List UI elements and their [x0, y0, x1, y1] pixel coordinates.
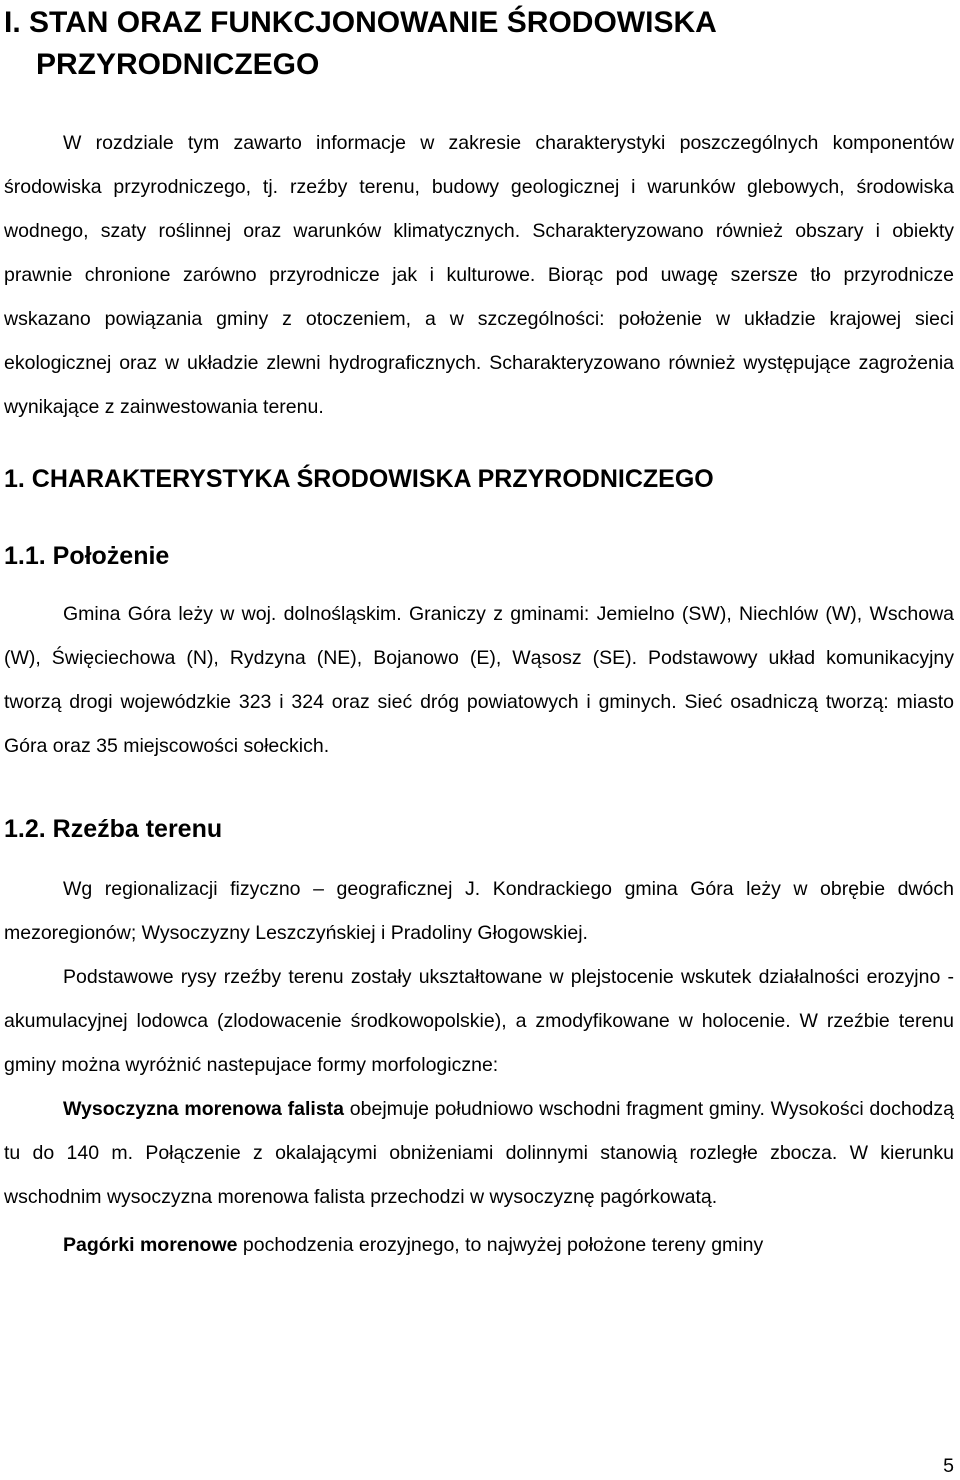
- section-1-2-heading: 1.2. Rzeźba terenu: [4, 815, 223, 843]
- location-paragraph: Gmina Góra leży w woj. dolnośląskim. Graniczy z gminami: Jemielno (SW), Niechlów (W), Wschowa (W), Święciechowa (N), Rydzyna (NE), Bojanowo (E), Wąsosz (SE). Podstawowy układ komunikacyjny tworzą drogi wojewódzkie 323 i 324 oraz sieć dróg powiatowych i gminych. Sieć osadniczą tworzą: miasto Góra oraz 35 miejscowości sołeckich.: [4, 603, 954, 757]
- relief-paragraph-2: Podstawowe rysy rzeźby terenu zostały ukształtowane w plejstocenie wskutek działalności erozyjno - akumulacyjnej lodowca (zlodowacenie środkowopolskie), a zmodyfikowane w holocenie. W rzeźbie terenu gminy można wyróżnić nastepujace formy morfologiczne:: [4, 966, 954, 1076]
- section-1-heading: 1. CHARAKTERYSTYKA ŚRODOWISKA PRZYRODNICZEGO: [4, 465, 714, 493]
- landform-1-text: obejmuje południowo wschodni fragment gminy. Wysokości dochodzą tu do 140 m. Połączenie z okalającymi obniżeniami dolinnymi stanowią rozległe zbocza. W kierunku wschodnim wysoczyzna morenowa falista przechodzi w wysoczyznę pagórkowatą.: [4, 1098, 954, 1208]
- section-1-1-heading: 1.1. Położenie: [4, 542, 170, 570]
- document-page: [4, 0, 954, 1267]
- chapter-heading-line-1: I. STAN ORAZ FUNKCJONOWANIE ŚRODOWISKA: [4, 6, 717, 39]
- relief-paragraph-1: Wg regionalizacji fizyczno – geograficznej J. Kondrackiego gmina Góra leży w obrębie dwóch mezoregionów; Wysoczyzny Leszczyńskiej i Pradoliny Głogowskiej.: [4, 878, 954, 944]
- landform-paragraph-1: [4, 1087, 954, 1219]
- landform-1-term: Wysoczyzna morenowa falista: [63, 1098, 345, 1120]
- landform-2-term: Pagórki morenowe: [63, 1234, 238, 1256]
- landform-paragraph-2: [4, 1223, 954, 1267]
- chapter-heading-line-2: PRZYRODNICZEGO: [36, 48, 320, 81]
- landform-2-text: pochodzenia erozyjnego, to najwyżej położone tereny gminy: [237, 1234, 764, 1256]
- intro-paragraph: W rozdziale tym zawarto informacje w zakresie charakterystyki poszczególnych komponentów środowiska przyrodniczego, tj. rzeźby terenu, budowy geologicznej i warunków glebowych, środowiska wodnego, szaty roślinnej oraz warunków klimatycznych. Scharakteryzowano również obszary i obiekty prawnie chronione zarówno przyrodnicze jak i kulturowe. Biorąc pod uwagę szersze tło przyrodnicze wskazano powiązania gminy z otoczeniem, a w szczególności: położenie w układzie krajowej sieci ekologicznej oraz w układzie zlewni hydrograficznych. Scharakteryzowano również występujące zagrożenia wynikające z zainwestowania terenu.: [4, 132, 954, 418]
- page-number: 5: [943, 1455, 954, 1477]
- chapter-heading: [4, 0, 954, 86]
